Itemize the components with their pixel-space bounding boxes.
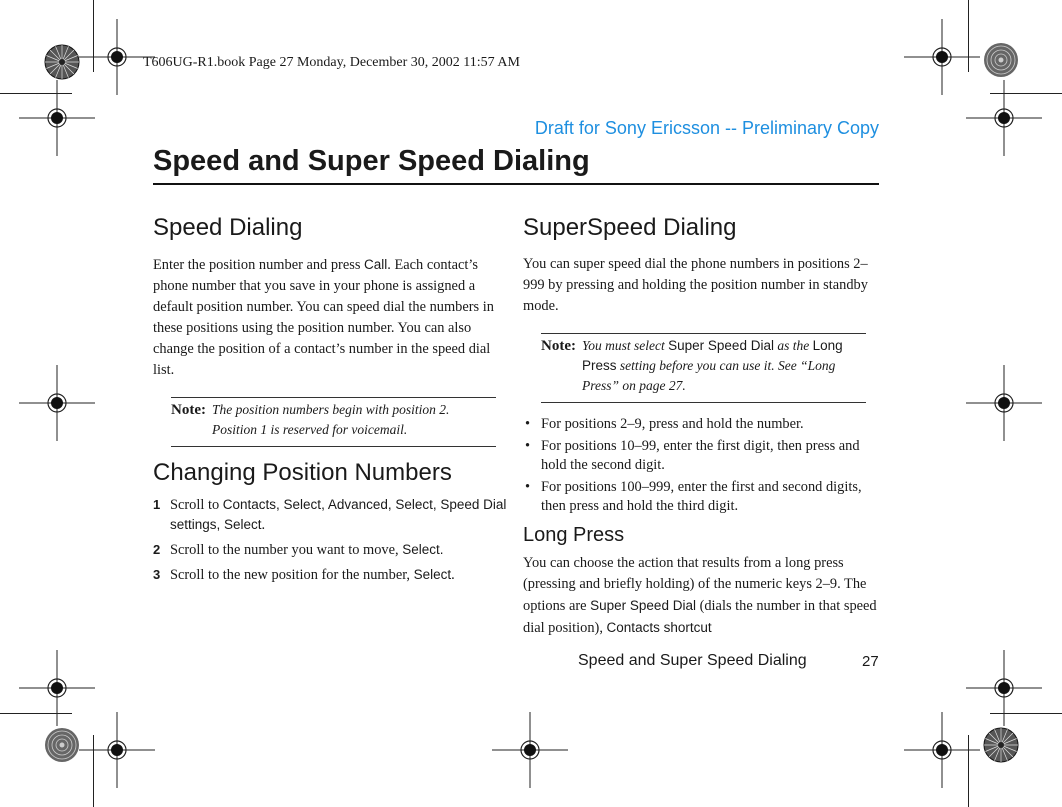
note-label: Note: — [541, 338, 576, 354]
speed-dialing-note — [171, 397, 496, 447]
footer-page-number: 27 — [862, 653, 879, 670]
note-label: Note: — [171, 402, 206, 418]
left-column — [153, 214, 507, 590]
speed-dialing-paragraph: Enter the position number and press Call. Each contact’s phone number that you save in your phone is assigned a default position number. You can speed dial the numbers in these positions using the position number. You can also change the position of a contact’s number in the speed dial list. — [153, 257, 494, 378]
bullet-item: • For positions 2–9, press and hold the number. — [525, 416, 804, 432]
long-press-paragraph: You can choose the action that results from a long press (pressing and briefly holding) of the numeric keys 2–9. The options are Super Speed Dial (dials the number in that speed dial position), Contacts shortcut — [523, 555, 877, 636]
footer-title: Speed and Super Speed Dialing — [578, 652, 807, 669]
superspeed-bullets — [523, 415, 879, 516]
page-title: Speed and Super Speed Dialing — [153, 145, 590, 177]
call-key-label: Call — [364, 257, 388, 272]
changing-position-heading: Changing Position Numbers — [153, 459, 452, 486]
step-item: 1 Scroll to Contacts, Select, Advanced, Select, Speed Dial settings, Select. — [153, 497, 507, 533]
draft-notice: Draft for Sony Ericsson -- Preliminary Copy — [534, 118, 879, 138]
title-rule — [153, 183, 879, 185]
long-press-heading: Long Press — [523, 524, 625, 546]
speed-dialing-heading: Speed Dialing — [153, 214, 303, 241]
superspeed-note — [541, 333, 866, 403]
bullet-item: • For positions 100–999, enter the first and second digits, then press and hold the third digit. — [525, 479, 862, 514]
book-header-info: T606UG-R1.book Page 27 Monday, December 30, 2002 11:57 AM — [143, 55, 520, 70]
bullet-item: • For positions 10–99, enter the first digit, then press and hold the second digit. — [525, 438, 860, 473]
superspeed-heading: SuperSpeed Dialing — [523, 214, 737, 241]
right-column — [523, 214, 879, 639]
note-text: You must select Super Speed Dial as the Long Press setting before you can use it. See “Long Press” on page 27. — [582, 338, 843, 393]
step-item: 3 Scroll to the new position for the number, Select. — [153, 567, 455, 583]
superspeed-paragraph: You can super speed dial the phone numbers in positions 2–999 by pressing and holding the position number in standby mode. — [523, 256, 868, 314]
changing-position-steps — [153, 495, 507, 585]
step-item: 2 Scroll to the number you want to move, Select. — [153, 542, 444, 558]
note-text: The position numbers begin with position 2. Position 1 is reserved for voicemail. — [212, 402, 450, 437]
